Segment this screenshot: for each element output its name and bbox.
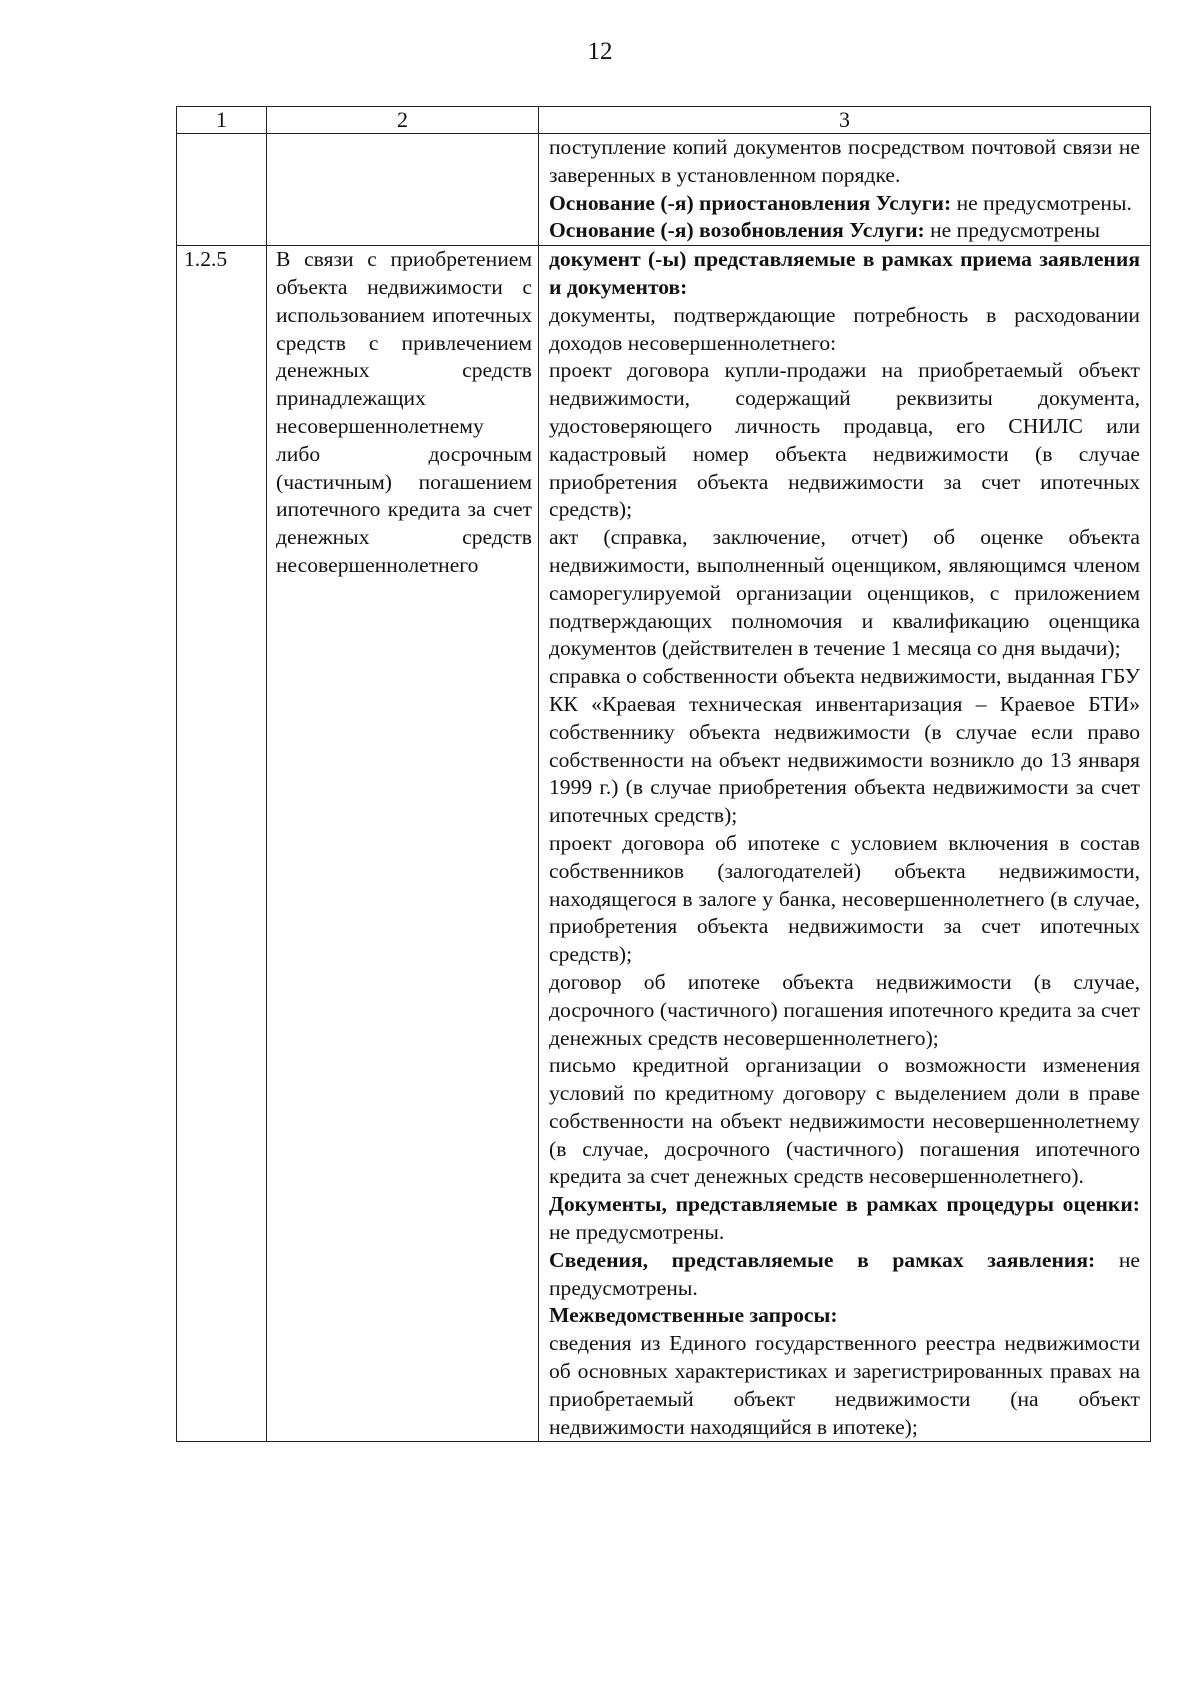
paragraph-text: договор об ипотеке объекта недвижимости (в случае, досрочного (частичного) погашения ипотечного кредита за счет денежных средств несовершеннолетнего); bbox=[549, 969, 1140, 1050]
content-paragraph bbox=[549, 302, 1140, 358]
content-paragraph bbox=[549, 663, 1140, 830]
row-content-cell bbox=[539, 246, 1151, 1442]
content-paragraph bbox=[549, 246, 1140, 302]
row-number-cell bbox=[177, 134, 267, 246]
paragraph-heading: Основание (-я) возобновления Услуги: bbox=[549, 218, 925, 243]
document-table bbox=[176, 106, 1151, 1442]
paragraph-heading: Основание (-я) приостановления Услуги: bbox=[549, 190, 952, 215]
paragraph-text: документы, подтверждающие потребность в расходовании доходов несовершеннолетнего: bbox=[549, 302, 1140, 355]
content-paragraph bbox=[549, 190, 1140, 218]
row-number-cell: 1.2.5 bbox=[177, 246, 267, 1442]
paragraph-heading: Межведомственные запросы: bbox=[549, 1303, 838, 1328]
row-content-cell bbox=[539, 134, 1151, 246]
content-paragraph bbox=[549, 1302, 1140, 1330]
row-description-cell bbox=[267, 246, 539, 1442]
paragraph-text: справка о собственности объекта недвижимости, выданная ГБУ КК «Краевая техническая инвентаризация – Краевое БТИ» собственнику объекта недвижимости (в случае если право собственности на объект недвижимости возникло до 13 января 1999 г.) (в случае приобретения объекта недвижимости за счет ипотечных средств); bbox=[549, 664, 1140, 828]
paragraph-text: проект договора купли-продажи на приобретаемый объект недвижимости, содержащий реквизиты документа, удостоверяющего личность продавца, его СНИЛС или кадастровый номер объекта недвижимости (в случае приобретения объекта недвижимости за счет ипотечных средств); bbox=[549, 358, 1140, 522]
content-paragraph bbox=[549, 1052, 1140, 1191]
content-paragraph bbox=[549, 1247, 1140, 1303]
table-row-continuation bbox=[177, 134, 1151, 246]
column-header-3: 3 bbox=[539, 107, 1151, 134]
paragraph-text: не предусмотрены. bbox=[549, 1220, 725, 1245]
paragraph-text: письмо кредитной организации о возможности изменения условий по кредитному договору с выделением доли в праве собственности на объект недвижимости несовершеннолетнему (в случае, досрочного (частичного) погашения ипотечного кредита за счет денежных средств несовершеннолетнего). bbox=[549, 1053, 1140, 1189]
content-paragraph bbox=[549, 830, 1140, 969]
paragraph-heading: документ (-ы) представляемые в рамках приема заявления и документов: bbox=[549, 247, 1140, 299]
paragraph-text: не предусмотрены. bbox=[951, 190, 1132, 215]
column-header-2: 2 bbox=[267, 107, 539, 134]
content-paragraph bbox=[549, 217, 1140, 245]
column-header-1: 1 bbox=[177, 107, 267, 134]
content-paragraph bbox=[549, 969, 1140, 1052]
content-paragraph bbox=[549, 1191, 1140, 1247]
paragraph-text: акт (справка, заключение, отчет) об оценке объекта недвижимости, выполненный оценщиком, являющимся членом саморегулируемой организации оценщиков, с приложением подтверждающих полномочия и квалификацию оценщика документов (действителен в течение 1 месяца со дня выдачи); bbox=[549, 525, 1140, 661]
paragraph-heading: Документы, представляемые в рамках процедуры оценки: bbox=[549, 1192, 1140, 1217]
paragraph-text: не предусмотрены. bbox=[549, 1247, 1140, 1300]
paragraph-text: поступление копий документов посредством почтовой связи не заверенных в установленном порядке. bbox=[549, 135, 1140, 187]
content-paragraph bbox=[549, 357, 1140, 524]
content-paragraph bbox=[549, 134, 1140, 190]
row-description-text: В связи с приобретением объекта недвижимости с использованием ипотечных средств с привлечением денежных средств принадлежащих несовершеннолетнему либо досрочным (частичным) погашением ипотечного кредита за счет денежных средств несовершеннолетнего bbox=[276, 247, 532, 577]
table-header-row bbox=[177, 107, 1151, 134]
row-description-cell bbox=[267, 134, 539, 246]
paragraph-text: не предусмотрены bbox=[924, 218, 1100, 243]
content-paragraph bbox=[549, 524, 1140, 663]
page-number: 12 bbox=[587, 38, 613, 65]
paragraph-text: проект договора об ипотеке с условием включения в состав собственников (залогодателей) объекта недвижимости, находящегося в залоге у банка, несовершеннолетнего (в случае, приобретения объекта недвижимости за счет ипотечных средств); bbox=[549, 830, 1140, 967]
table-row-1-2-5 bbox=[177, 246, 1151, 1442]
paragraph-text: сведения из Единого государственного реестра недвижимости об основных характеристиках и зарегистрированных правах на приобретаемый объект недвижимости (на объект недвижимости находящийся в ипотеке); bbox=[549, 1331, 1140, 1439]
content-paragraph bbox=[549, 1330, 1140, 1441]
paragraph-heading: Сведения, представляемые в рамках заявления: bbox=[549, 1247, 1096, 1272]
